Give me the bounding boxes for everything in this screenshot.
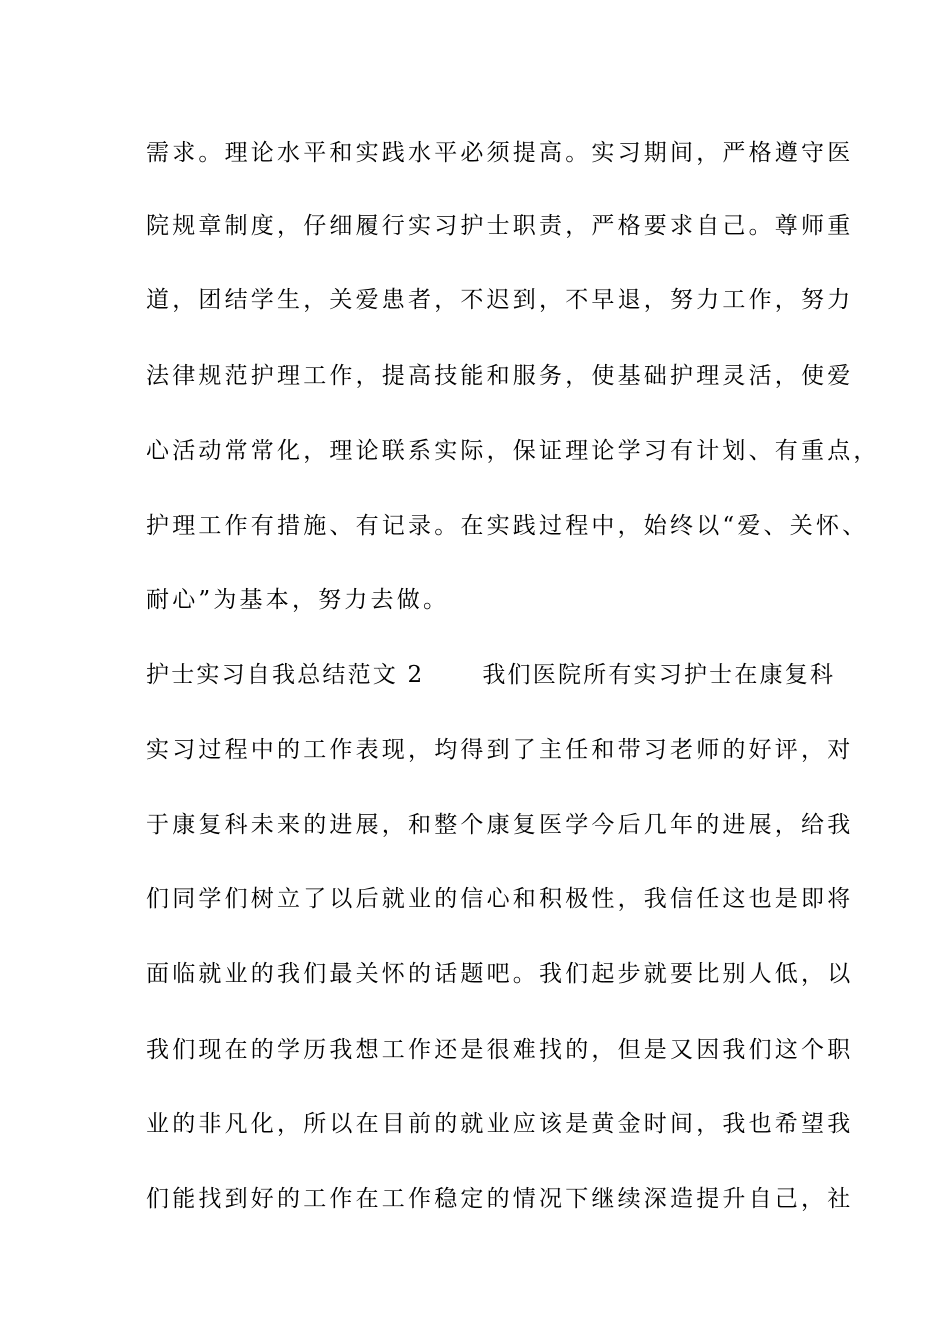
text-line: 需求。理论水平和实践水平必须提高。实习期间，严格遵守医	[146, 140, 854, 166]
text-line: 院规章制度，仔细履行实习护士职责，严格要求自己。尊师重	[146, 213, 854, 239]
text-line: 道，团结学生，关爱患者，不迟到，不早退，努力工作，努力	[146, 287, 854, 313]
text-line: 于康复科未来的进展，和整个康复医学今后几年的进展，给我	[146, 812, 854, 838]
text-line: 法律规范护理工作，提高技能和服务，使基础护理灵活，使爱	[146, 363, 854, 389]
text-line: 业的非凡化，所以在目前的就业应该是黄金时间，我也希望我	[146, 1111, 854, 1137]
section-title: 护士实习自我总结范文 2	[146, 662, 425, 688]
text-line: 我们现在的学历我想工作还是很难找的，但是又因我们这个职	[146, 1037, 854, 1063]
text-line: 们同学们树立了以后就业的信心和积极性，我信任这也是即将	[146, 886, 854, 912]
text-line: 心活动常常化，理论联系实际，保证理论学习有计划、有重点，	[146, 438, 880, 464]
text-line: 耐心”为基本，努力去做。	[146, 587, 450, 613]
text-line: 面临就业的我们最关怀的话题吧。我们起步就要比别人低，以	[146, 961, 854, 987]
section-heading-line	[146, 660, 836, 690]
paragraph-2-first-line: 我们医院所有实习护士在康复科	[482, 662, 836, 688]
text-line: 护理工作有措施、有记录。在实践过程中，始终以“爱、关怀、	[146, 513, 869, 539]
text-line: 们能找到好的工作在工作稳定的情况下继续深造提升自己，社	[146, 1186, 854, 1212]
text-line: 实习过程中的工作表现，均得到了主任和带习老师的好评，对	[146, 737, 854, 763]
